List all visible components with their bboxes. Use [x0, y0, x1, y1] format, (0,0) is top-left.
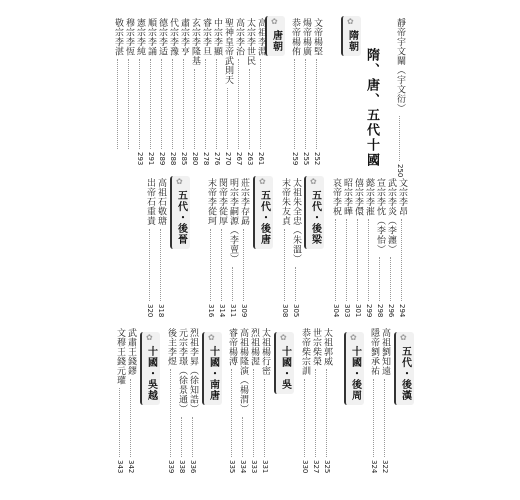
leader-dots: [242, 417, 243, 458]
entry-title: 隋朝: [346, 30, 358, 52]
entry-title: 宣宗李忱（李怡）: [375, 178, 385, 254]
leader-dots: [210, 229, 211, 302]
toc-entry[interactable]: [396, 178, 407, 318]
southern-tang-list: [165, 328, 198, 474]
leader-dots: [390, 257, 391, 301]
entry-title: 睿宗李旦: [201, 18, 211, 56]
entry-title: 肅宗李亨: [179, 18, 189, 56]
toc-entry[interactable]: [125, 328, 136, 474]
flower-icon: ✿: [280, 333, 287, 342]
entry-title: 高宗李治: [234, 18, 244, 56]
leader-dots: [231, 369, 232, 457]
toc-entry[interactable]: [200, 18, 211, 166]
leader-dots: [357, 219, 358, 301]
page-number: 330: [301, 460, 309, 474]
page-number: 252: [313, 152, 321, 166]
toc-entry[interactable]: [299, 328, 310, 474]
entry-title: 穆宗李恆: [124, 18, 134, 56]
entry-title: 十國・吳越: [145, 346, 157, 401]
flower-icon: ✿: [347, 17, 354, 26]
flower-icon: ✿: [208, 333, 215, 342]
toc-entry[interactable]: [123, 18, 134, 166]
entry-title: 閔帝李從厚: [217, 178, 227, 226]
toc-entry[interactable]: [237, 328, 248, 474]
toc-entry[interactable]: [394, 18, 405, 178]
toc-entry[interactable]: [238, 178, 249, 318]
leader-dots: [249, 69, 250, 150]
leader-dots: [227, 88, 228, 150]
page-number: 318: [157, 304, 165, 318]
entry-title: 十國・後周: [349, 346, 361, 401]
leader-dots: [205, 59, 206, 149]
page-number: 316: [207, 304, 215, 318]
leader-dots: [384, 379, 385, 458]
leader-dots: [181, 417, 182, 458]
page-number: 305: [292, 304, 300, 318]
toc-entry[interactable]: [165, 328, 176, 474]
leader-dots: [316, 59, 317, 149]
sui-list: [289, 18, 322, 166]
toc-entry[interactable]: [289, 18, 300, 166]
leader-dots: [315, 369, 316, 457]
entry-title: 玄宗李隆基: [190, 18, 200, 66]
page-number: 339: [167, 460, 175, 474]
toc-entry[interactable]: [144, 178, 155, 318]
flower-icon: ✿: [310, 177, 317, 186]
leader-dots: [139, 59, 140, 149]
entry-title: 五代・後漢: [399, 346, 411, 401]
page-number: 324: [370, 460, 378, 474]
page-number: 293: [136, 152, 144, 166]
toc-entry[interactable]: [233, 18, 244, 166]
toc-entry[interactable]: [244, 18, 255, 166]
section-tag-later-jin: [170, 176, 190, 249]
leader-dots: [305, 59, 306, 149]
leader-dots: [373, 379, 374, 458]
toc-entry[interactable]: [134, 18, 145, 166]
entry-title: 順宗李誦: [146, 18, 156, 56]
page-number: 301: [354, 304, 362, 318]
entry-title: 元宗李璟（徐景通）: [177, 328, 187, 414]
section-tag-later-han: [394, 332, 414, 405]
leader-dots: [295, 267, 296, 302]
page-number: 333: [250, 460, 258, 474]
toc-page: [98, 10, 422, 488]
leader-dots: [221, 229, 222, 302]
leader-dots: [130, 379, 131, 458]
later-tang-list: [205, 178, 249, 318]
entry-title: 烈祖李昪（徐知誥）: [188, 328, 198, 414]
page-number: 280: [191, 152, 199, 166]
later-jin-list: [144, 178, 166, 318]
section-tag-sui: [341, 16, 361, 56]
entry-title: 懿宗李漼: [364, 178, 374, 216]
leader-dots: [243, 229, 244, 302]
entry-title: 靜帝宇文闡（宇文衍）: [395, 18, 405, 113]
leader-dots: [379, 257, 380, 301]
page-number: 261: [257, 152, 265, 166]
entry-title: 十國・南唐: [207, 346, 219, 401]
entry-title: 昭宗李曄: [342, 178, 352, 216]
leader-dots: [194, 69, 195, 150]
toc-entry[interactable]: [374, 178, 385, 318]
toc-entry[interactable]: [385, 178, 396, 318]
section-tag-southern-tang: [202, 332, 222, 405]
toc-entry[interactable]: [205, 178, 216, 318]
flower-icon: ✿: [176, 177, 183, 186]
leader-dots: [192, 417, 193, 458]
leader-dots: [260, 59, 261, 149]
wuyue-list: [114, 328, 136, 474]
flower-icon: ✿: [400, 333, 407, 342]
page-number: 342: [127, 460, 135, 474]
toc-entry[interactable]: [155, 178, 166, 318]
later-liang-list: [279, 178, 301, 318]
tang-cont-list: [330, 178, 407, 318]
toc-entry[interactable]: [300, 18, 311, 166]
section-tag-wu: [274, 332, 294, 394]
flower-icon: ✿: [350, 333, 357, 342]
leader-dots: [346, 219, 347, 301]
page-number: 336: [189, 460, 197, 474]
toc-entry[interactable]: [330, 178, 341, 318]
leader-dots: [232, 267, 233, 302]
leader-dots: [294, 59, 295, 149]
toc-entry[interactable]: [311, 18, 322, 166]
entry-title: 恭帝楊侑: [290, 18, 300, 56]
toc-entry[interactable]: [259, 328, 270, 474]
entry-title: 中宗李顯: [212, 18, 222, 56]
entry-title: 睿帝楊溥: [227, 328, 237, 366]
entry-title: 高祖楊隆演（楊渭）: [238, 328, 248, 414]
leader-dots: [264, 379, 265, 458]
page-number: 278: [202, 152, 210, 166]
page-number: 303: [343, 304, 351, 318]
leader-dots: [170, 369, 171, 457]
toc-entry[interactable]: [279, 178, 290, 318]
page-number: 288: [169, 152, 177, 166]
entry-title: 十國・吳: [279, 346, 291, 390]
entry-title: 太祖郭威: [322, 328, 332, 366]
toc-entry[interactable]: [341, 178, 352, 318]
flower-icon: ✿: [146, 333, 153, 342]
wu-list: [226, 328, 270, 474]
section-tag-wuyue: [140, 332, 160, 405]
leader-dots: [128, 59, 129, 149]
entry-title: 僖宗李儇: [353, 178, 363, 216]
page-number: 304: [332, 304, 340, 318]
toc-entry[interactable]: [379, 328, 390, 474]
page-number: 296: [387, 304, 395, 318]
leader-dots: [117, 59, 118, 149]
tang-list: [112, 18, 266, 166]
entry-title: 太宗李世民: [245, 18, 255, 66]
leader-dots: [238, 59, 239, 149]
page-number: 335: [228, 460, 236, 474]
toc-entry[interactable]: [114, 328, 125, 474]
toc-entry[interactable]: [187, 328, 198, 474]
page-number: 309: [240, 304, 248, 318]
section-tag-tang: [265, 16, 285, 56]
toc-entry[interactable]: [145, 18, 156, 166]
page-number: 263: [246, 152, 254, 166]
leader-dots: [161, 59, 162, 149]
entry-title: 武宗李炎（李瀍）: [386, 178, 396, 254]
page-number: 338: [178, 460, 186, 474]
entry-title: 武肅王錢鏐: [126, 328, 136, 376]
toc-entry[interactable]: [226, 328, 237, 474]
entry-title: 出帝石重貴: [145, 178, 155, 226]
leader-dots: [216, 59, 217, 149]
leader-dots: [183, 59, 184, 149]
entry-title: 聖神皇帝武則天: [223, 18, 233, 85]
flower-icon: ✿: [259, 177, 266, 186]
page-number: 331: [261, 460, 269, 474]
leader-dots: [150, 59, 151, 149]
entry-title: 末帝朱友貞: [280, 178, 290, 226]
page-number: 311: [229, 304, 237, 318]
entry-title: 世宗柴榮: [311, 328, 321, 366]
toc-entry[interactable]: [310, 328, 321, 474]
entry-title: 隱帝劉承祐: [369, 328, 379, 376]
entry-title: 烈祖楊渥: [249, 328, 259, 366]
entry-title: 憲宗李純: [135, 18, 145, 56]
leader-dots: [119, 388, 120, 457]
page-number: 308: [281, 304, 289, 318]
section-tag-later-liang: [304, 176, 324, 249]
toc-entry[interactable]: [290, 178, 301, 318]
entry-title: 哀帝李柷: [331, 178, 341, 216]
entry-title: 高祖李淵: [256, 18, 266, 56]
leader-dots: [304, 379, 305, 458]
section-tag-later-tang: [253, 176, 273, 249]
entry-title: 文帝楊堅: [312, 18, 322, 56]
toc-entry[interactable]: [176, 328, 187, 474]
toc-entry[interactable]: [156, 18, 167, 166]
leader-dots: [368, 219, 369, 301]
leader-dots: [160, 229, 161, 302]
toc-entry[interactable]: [178, 18, 189, 166]
page-number: 250: [396, 164, 404, 178]
page-number: 289: [158, 152, 166, 166]
entry-title: 太祖朱全忠（朱溫）: [291, 178, 301, 264]
leader-dots: [149, 229, 150, 302]
leader-dots: [253, 369, 254, 457]
toc-entry[interactable]: [368, 328, 379, 474]
leader-dots: [399, 116, 400, 161]
toc-entry[interactable]: [352, 178, 363, 318]
page-number: 255: [302, 152, 310, 166]
toc-entry[interactable]: [255, 18, 266, 166]
entry-title: 莊宗李存勗: [239, 178, 249, 226]
entry-title: 高祖石敬瑭: [156, 178, 166, 226]
page-number: 299: [365, 304, 373, 318]
entry-title: 煬帝楊廣: [301, 18, 311, 56]
entry-title: 五代・後晉: [175, 190, 187, 245]
page-number: 298: [376, 304, 384, 318]
entry-title: 太祖楊行密: [260, 328, 270, 376]
page-number: 294: [398, 304, 406, 318]
leader-dots: [326, 369, 327, 457]
sui-prelude-list: [394, 18, 405, 178]
toc-entry[interactable]: [321, 328, 332, 474]
page-number: 327: [312, 460, 320, 474]
later-han-list: [368, 328, 390, 474]
page-number: 334: [239, 460, 247, 474]
page-number: 285: [180, 152, 188, 166]
entry-title: 文宗李昂: [397, 178, 407, 216]
toc-entry[interactable]: [248, 328, 259, 474]
page-number: 270: [224, 152, 232, 166]
flower-icon: ✿: [271, 17, 278, 26]
entry-title: 恭帝柴宗訓: [300, 328, 310, 376]
toc-entry[interactable]: [112, 18, 123, 166]
entry-title: 明宗李嗣源（李亶）: [228, 178, 238, 264]
toc-entry[interactable]: [189, 18, 200, 166]
entry-title: 德宗李适: [157, 18, 167, 56]
toc-entry[interactable]: [216, 178, 227, 318]
page-number: 322: [381, 460, 389, 474]
toc-entry[interactable]: [167, 18, 178, 166]
leader-dots: [284, 229, 285, 302]
entry-title: 後主李煜: [166, 328, 176, 366]
entry-title: 敬宗李湛: [113, 18, 123, 56]
entry-title: 五代・後唐: [258, 190, 270, 245]
toc-entry[interactable]: [227, 178, 238, 318]
page-number: 291: [147, 152, 155, 166]
toc-entry[interactable]: [363, 178, 374, 318]
entry-title: 唐朝: [270, 30, 282, 52]
section-tag-later-zhou: [344, 332, 364, 405]
page-number: 320: [146, 304, 154, 318]
later-zhou-list: [299, 328, 332, 474]
toc-entry[interactable]: [211, 18, 222, 166]
leader-dots: [335, 219, 336, 301]
page-number: 325: [323, 460, 331, 474]
page-number: 343: [116, 460, 124, 474]
entry-title: 五代・後梁: [309, 190, 321, 245]
entry-title: 末帝李從珂: [206, 178, 216, 226]
entry-title: 文穆王錢元瓘: [115, 328, 125, 385]
leader-dots: [401, 219, 402, 301]
entry-title: 代宗李豫: [168, 18, 178, 56]
page-number: 259: [291, 152, 299, 166]
page-title: 隋、唐、五代十國: [364, 48, 379, 168]
leader-dots: [172, 59, 173, 149]
entry-title: 高祖劉知遠: [380, 328, 390, 376]
page-number: 267: [235, 152, 243, 166]
toc-entry[interactable]: [222, 18, 233, 166]
page-number: 276: [213, 152, 221, 166]
page-number: 314: [218, 304, 226, 318]
